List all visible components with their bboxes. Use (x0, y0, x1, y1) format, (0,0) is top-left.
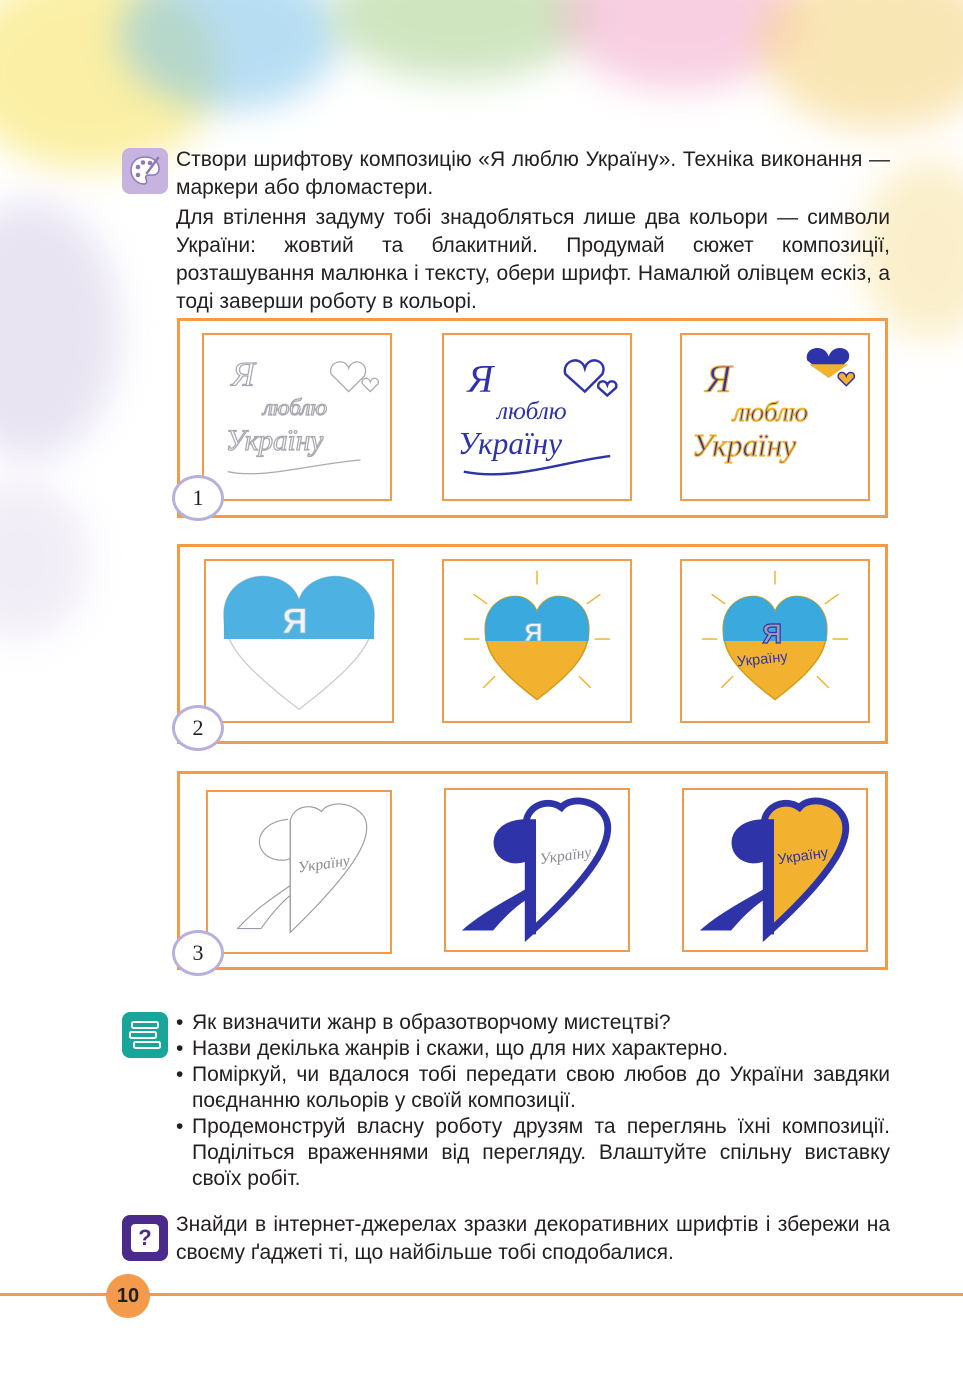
pencil-sketch-panel (202, 333, 392, 501)
sketch-line-1: Я (231, 354, 255, 394)
row-number-2: 2 (172, 705, 224, 751)
example-row-2 (177, 544, 888, 744)
row-number-1: 1 (172, 475, 224, 521)
example-row-3 (177, 771, 888, 970)
question-item: • Продемонструй власну роботу друзям та переглянь їхні композиції. Поділіться враженнями від перегляду. Влаштуйте спільну виставку своїх робіт. (172, 1114, 890, 1192)
colored-line-3: Україну (692, 428, 797, 464)
colored-heart-caption: Україну (776, 845, 830, 869)
heart-flag-letter: Я (524, 619, 543, 647)
question-item: • Поміркуй, чи вдалося тобі передати свою любов до України завдяки поєднанню кольорів у своїй композиції. (172, 1062, 890, 1114)
task-body: Для втілення задуму тобі знадобляться лише два кольори — символи України: жовтий та блакитний. Продумай сюжет композиції, розташування малюнка і тексту, обери шрифт. Намалюй олівцем ескіз, а тоді заверши роботу в кольорі. (176, 206, 890, 313)
heart-caption-text: Україну (736, 649, 789, 671)
question-mark: ? (131, 1224, 159, 1252)
example-row-1 (177, 318, 888, 518)
research-section (122, 1211, 890, 1267)
blue-lettering-panel (442, 333, 632, 501)
book-stack-icon (122, 1012, 168, 1058)
blue-heart-caption: Україну (538, 843, 593, 869)
colored-lettering-panel (680, 333, 870, 501)
heart-caption-panel (680, 559, 870, 723)
question-item: • Назви декілька жанрів і скажи, що для них характерно. (172, 1036, 890, 1062)
heart-blue-panel (204, 559, 394, 723)
blue-line-2: люблю (496, 396, 567, 425)
question-icon (122, 1215, 168, 1261)
blue-line-1: Я (467, 357, 494, 401)
research-text: Знайди в інтернет-джерелах зразки декоративних шрифтів і збережи на своєму ґаджеті ті, що найбільше тобі сподобалися. (176, 1213, 890, 1264)
sketch-heart-caption: Україну (296, 852, 351, 877)
questions-list (172, 1010, 890, 1192)
letter-heart-sketch-panel (206, 790, 392, 954)
task-lead: Створи шрифтову композицію «Я люблю Україну». Техніка виконання — маркери або фломастери. (176, 148, 890, 199)
heart-blue-letter: Я (282, 602, 308, 642)
palette-icon (122, 148, 168, 194)
heart-caption-letter: Я (762, 617, 782, 649)
questions-section (122, 1010, 890, 1192)
letter-heart-colored-panel (682, 788, 868, 952)
sketch-line-3: Україну (225, 425, 324, 458)
row-number-3: 3 (172, 930, 224, 976)
heart-flag-panel (442, 559, 632, 723)
task-section (122, 146, 890, 316)
blue-line-3: Україну (457, 426, 563, 462)
colored-line-1: Я (705, 357, 732, 401)
page-number: 10 (106, 1274, 150, 1318)
sketch-line-2: люблю (262, 395, 328, 422)
question-item: • Як визначити жанр в образотворчому мистецтві? (172, 1010, 890, 1036)
colored-line-2: люблю (733, 396, 809, 427)
letter-heart-blue-panel (444, 788, 630, 952)
